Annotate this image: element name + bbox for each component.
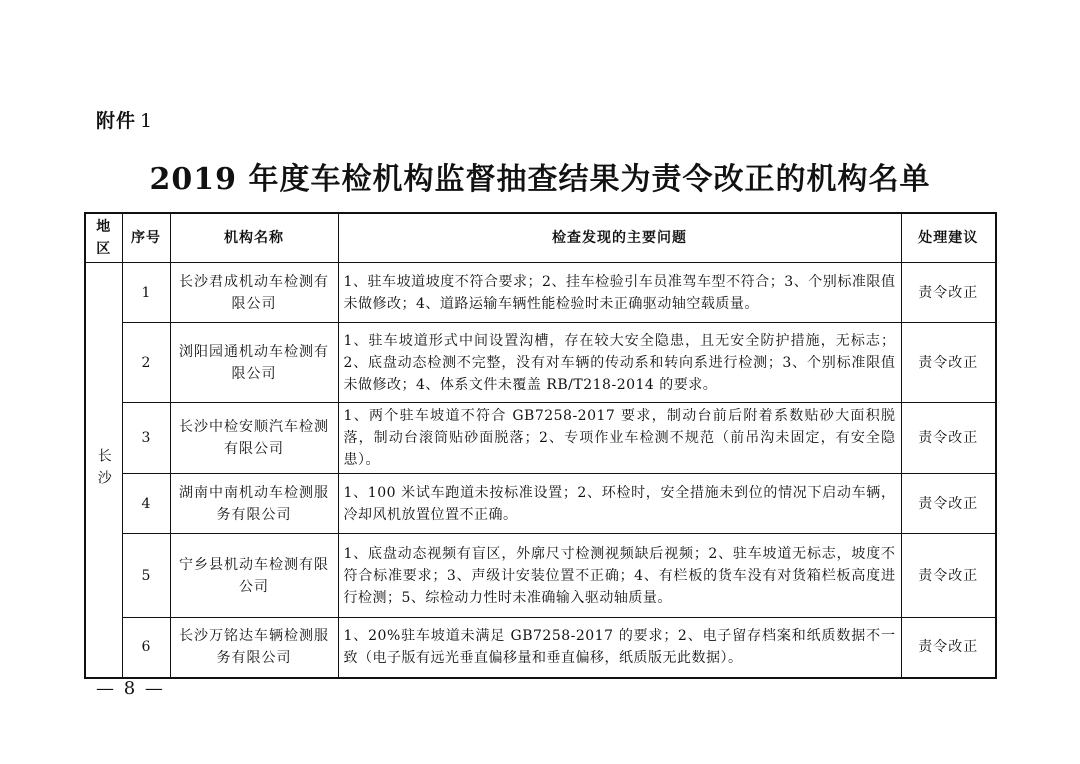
issue-text: 1、底盘动态视频有盲区，外廓尺寸检测视频缺后视频；2、驻车坡道无标志，坡度不符合标准要求；3、声级计安装位置不正确；4、有栏板的货车没有对货箱栏板高度进行检测；5、综检动力性时未准确输入驱动轴质量。 [338,534,901,618]
issue-text: 1、100 米试车跑道未按标准设置；2、环检时，安全措施未到位的情况下启动车辆，冷却风机放置位置不正确。 [338,474,901,534]
institution-table [84,212,997,679]
attachment-label [96,106,153,133]
row-index: 2 [122,323,170,403]
advice-text: 责令改正 [901,323,996,403]
table-row [85,323,996,403]
table-row [85,403,996,474]
advice-text: 责令改正 [901,534,996,618]
institution-name: 宁乡县机动车检测有限公司 [170,534,338,618]
document-title: 2019 年度车检机构监督抽查结果为责令改正的机构名单 [149,162,931,197]
table-header-row [85,213,996,263]
row-index: 6 [122,618,170,678]
page-number: — 8 — [96,678,165,699]
issue-text: 1、两个驻车坡道不符合 GB7258-2017 要求，制动台前后附着系数贴砂大面积脱落，制动台滚筒贴砂面脱落；2、专项作业车检测不规范（前吊沟未固定，有安全隐患）。 [338,403,901,474]
region-cell: 长沙 [85,263,122,678]
advice-text: 责令改正 [901,474,996,534]
institution-name: 湖南中南机动车检测服务有限公司 [170,474,338,534]
attachment-number: 1 [140,110,154,132]
table-row [85,618,996,678]
institution-name: 长沙中检安顺汽车检测有限公司 [170,403,338,474]
header-advice: 处理建议 [901,213,996,263]
table-row [85,474,996,534]
institution-name: 长沙万铭达车辆检测服务有限公司 [170,618,338,678]
header-name: 机构名称 [170,213,338,263]
row-index: 3 [122,403,170,474]
row-index: 1 [122,263,170,323]
issue-text: 1、驻车坡道坡度不符合要求；2、挂车检验引车员准驾车型不符合；3、个别标准限值未做修改；4、道路运输车辆性能检验时未正确驱动轴空载质量。 [338,263,901,323]
issue-text: 1、20%驻车坡道未满足 GB7258-2017 的要求；2、电子留存档案和纸质数据不一致（电子版有远光垂直偏移量和垂直偏移，纸质版无此数据）。 [338,618,901,678]
table-row [85,263,996,323]
advice-text: 责令改正 [901,263,996,323]
attachment-text: 附件 [96,110,137,132]
institution-name: 长沙君成机动车检测有限公司 [170,263,338,323]
header-region: 地区 [85,213,122,263]
row-index: 4 [122,474,170,534]
advice-text: 责令改正 [901,618,996,678]
row-index: 5 [122,534,170,618]
advice-text: 责令改正 [901,403,996,474]
institution-name: 浏阳园通机动车检测有限公司 [170,323,338,403]
issue-text: 1、驻车坡道形式中间设置沟槽，存在较大安全隐患，且无安全防护措施，无标志；2、底盘动态检测不完整，没有对车辆的传动系和转向系进行检测；3、个别标准限值未做修改；4、体系文件未覆盖 RB/T218-2014 的要求。 [338,323,901,403]
header-index: 序号 [122,213,170,263]
header-issue: 检查发现的主要问题 [338,213,901,263]
table-row [85,534,996,618]
